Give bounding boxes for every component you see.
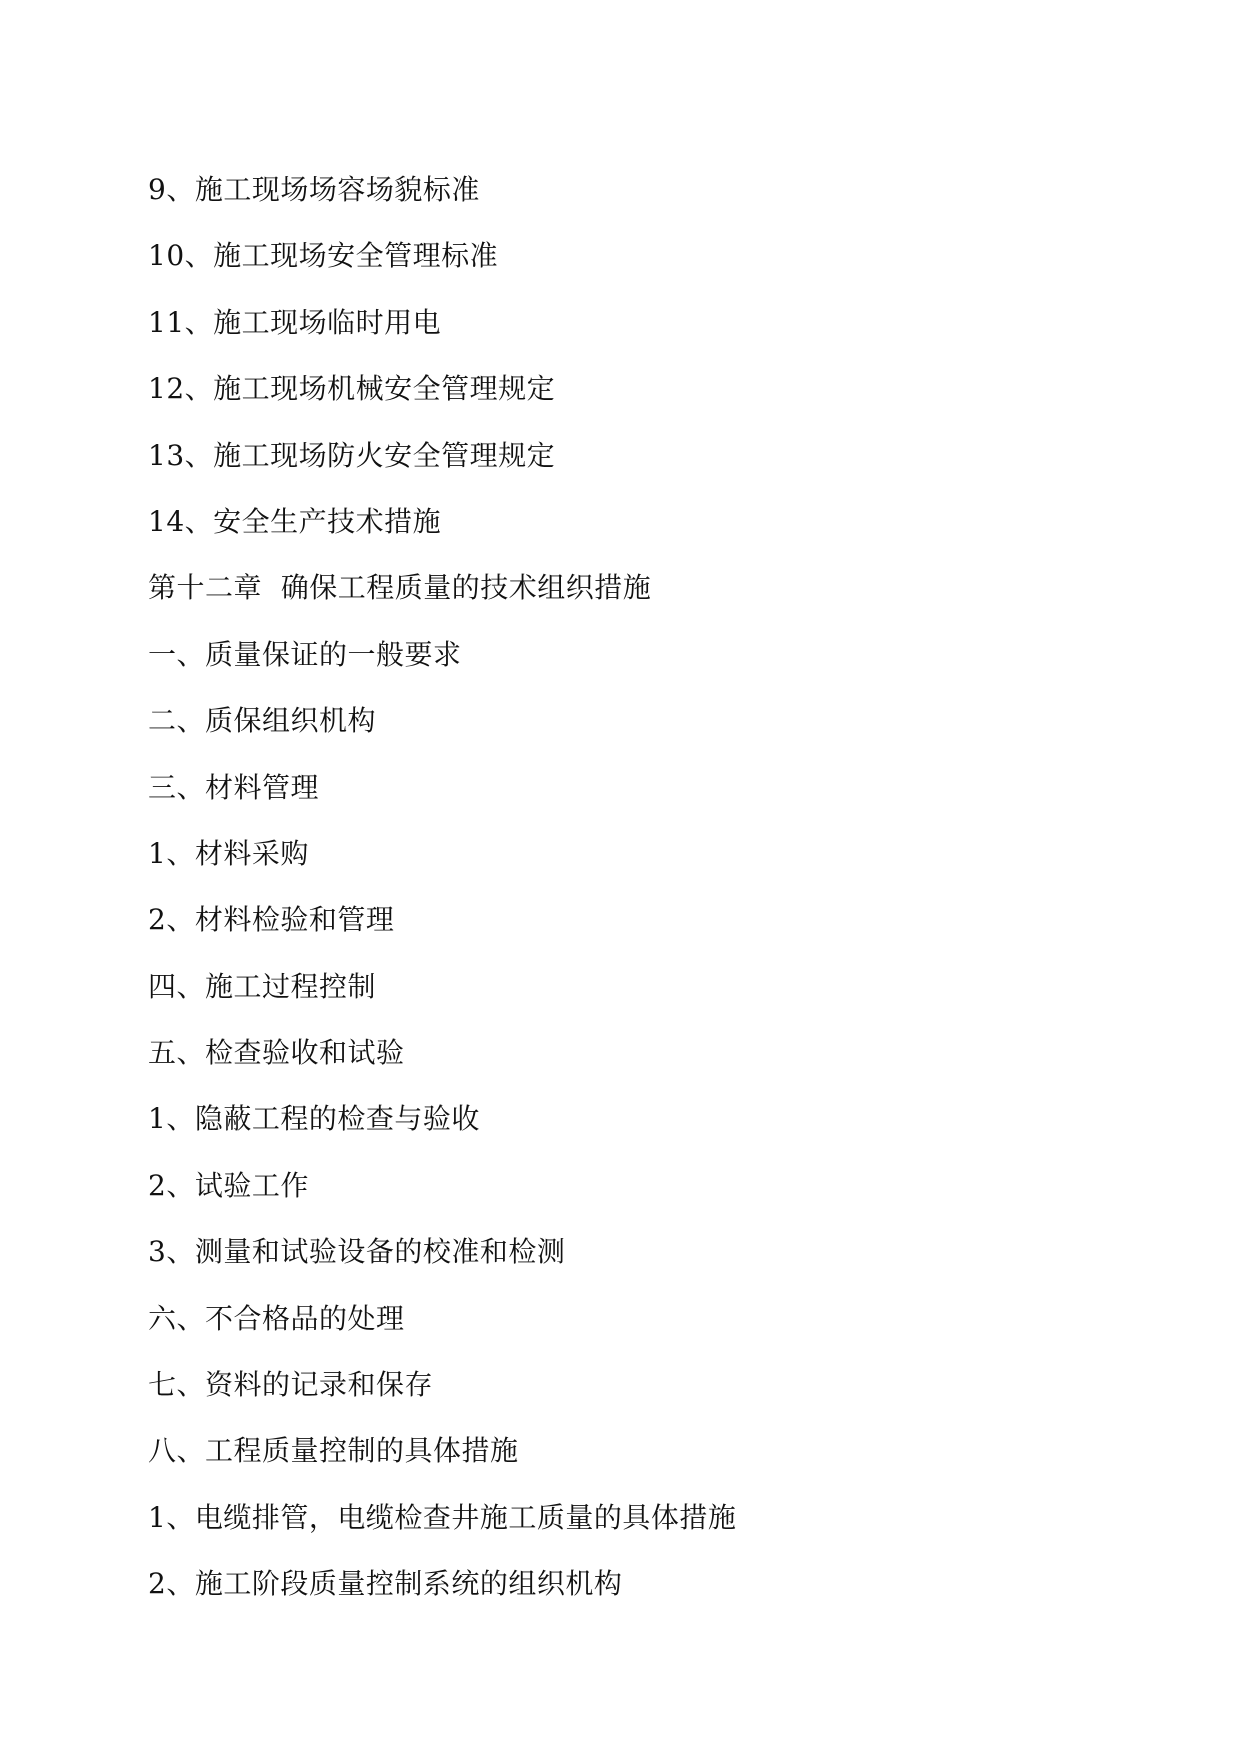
toc-line: 3、测量和试验设备的校准和检测 — [148, 1235, 566, 1269]
toc-line: 2、材料检验和管理 — [148, 903, 395, 937]
table-of-contents — [148, 172, 736, 1633]
toc-line: 2、试验工作 — [148, 1168, 309, 1202]
toc-line: 9、施工现场场容场貌标准 — [148, 173, 480, 206]
chapter-heading: 第十二章 确保工程质量的技术组织措施 — [148, 571, 652, 605]
section-heading: 八、工程质量控制的具体措施 — [148, 1434, 519, 1468]
toc-line: 2、施工阶段质量控制系统的组织机构 — [148, 1567, 623, 1601]
section-heading: 六、不合格品的处理 — [148, 1301, 405, 1335]
section-heading: 一、质量保证的一般要求 — [148, 637, 462, 671]
toc-line: 1、隐蔽工程的检查与验收 — [148, 1102, 480, 1136]
toc-line: 11、施工现场临时用电 — [148, 305, 442, 339]
toc-line: 12、施工现场机械安全管理规定 — [148, 372, 556, 406]
section-heading: 三、材料管理 — [148, 770, 320, 804]
section-heading: 二、质保组织机构 — [148, 704, 377, 738]
section-heading: 四、施工过程控制 — [148, 969, 377, 1003]
section-heading: 七、资料的记录和保存 — [148, 1368, 434, 1402]
section-heading: 五、检查验收和试验 — [148, 1036, 405, 1070]
toc-line: 13、施工现场防火安全管理规定 — [148, 438, 556, 472]
toc-line: 10、施工现场安全管理标准 — [148, 239, 499, 273]
toc-line: 1、电缆排管，电缆检查井施工质量的具体措施 — [148, 1500, 737, 1534]
toc-line: 1、材料采购 — [148, 836, 309, 870]
toc-line: 14、安全生产技术措施 — [148, 504, 442, 538]
